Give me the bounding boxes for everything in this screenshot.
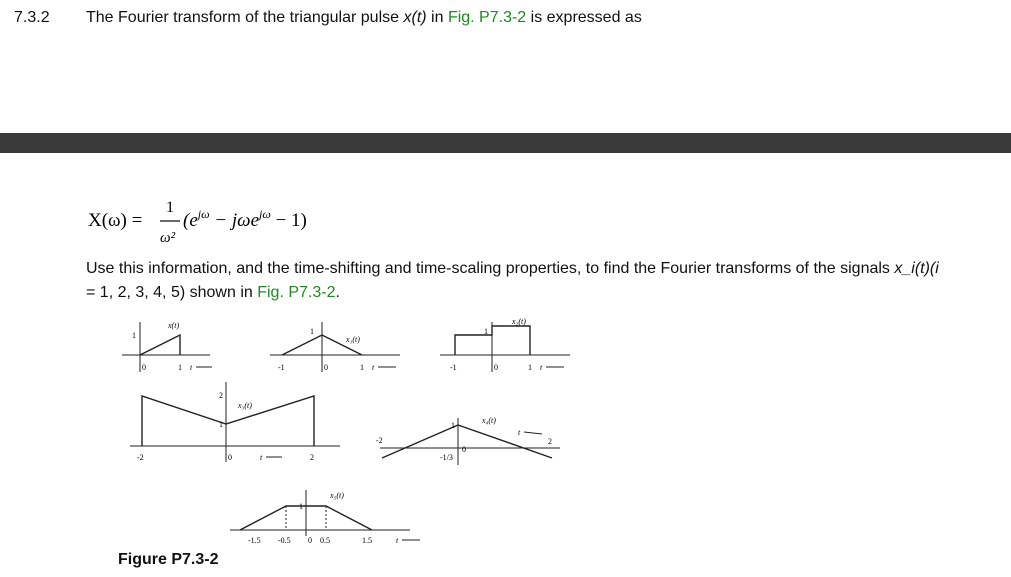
figure-p7-3-2 [110,310,590,550]
x-signal [140,335,180,355]
x-tick-t: t [190,363,193,372]
x3-tick-2: 2 [310,453,314,462]
intro-text: The Fourier transform of the triangular pulse [86,9,404,26]
in-text: in [426,9,448,26]
x4-tick-2: 2 [548,437,552,446]
equation-lhs: X(ω) = [88,210,143,231]
x5-tick-1-5: 1.5 [362,536,372,545]
problem-number: 7.3.2 [14,9,50,26]
x-tick-1: 1 [178,363,182,372]
x5-peak: 1 [299,502,303,511]
x3-tick-0: 0 [228,453,232,462]
x3-label: x₃(t) [238,401,252,410]
fourier-equation [0,190,400,250]
plot-x5 [230,490,410,536]
x4-tick-0: 0 [462,445,466,454]
x-peak: 1 [132,331,136,340]
x1-tick-t: t [372,363,375,372]
x2-label: x₂(t) [512,317,526,326]
figure-link-2[interactable]: Fig. P7.3-2 [257,284,336,301]
x2-tick-neg1: -1 [450,363,457,372]
x2-tick-1: 1 [528,363,532,372]
plot-x3 [130,382,340,462]
para-text-before: Use this information, and the time-shifting and time-scaling properties, to find the Fourier transforms of the signals [86,260,895,277]
x1-tick-1: 1 [360,363,364,372]
para-text-middle: = 1, 2, 3, 4, 5) shown in [86,284,258,301]
plot-x2 [440,322,570,372]
x1-peak: 1 [310,327,314,336]
problem-statement [86,9,642,27]
x-tick-0: 0 [142,363,146,372]
x4-signal [382,425,552,458]
signal-xi: x_i(t)(i [894,260,939,277]
x4-tick-t: t [518,428,521,437]
x1-tick-0: 0 [324,363,328,372]
x5-tick-0: 0 [308,536,312,545]
x2-tick-t: t [540,363,543,372]
x2-peak: 1 [484,327,488,336]
x3-tick-t: t [260,453,263,462]
x5-tick-neg0-5: -0.5 [278,536,291,545]
x-label: x(t) [168,321,180,330]
instructions-paragraph [86,257,996,305]
x3-signal [142,396,314,446]
para-text-after: . [335,284,340,301]
x4-arrow-icon [524,432,542,434]
x4-peak: 1 [451,421,455,430]
plot-x1 [270,322,400,372]
x5-tick-0-5: 0.5 [320,536,330,545]
x2-tick-0: 0 [494,363,498,372]
x4-label: x₄(t) [482,416,496,425]
x5-tick-t: t [396,536,399,545]
x3-peak-2: 2 [219,391,223,400]
signal-x: x(t) [403,9,427,26]
equation-rhs: $(e^{j\omega} - j\omega e^{j\omega} - 1)$ [183,207,307,231]
x4-tick-neg2: -2 [376,436,383,445]
equation-numerator: 1 [166,199,174,216]
x1-label: x₁(t) [346,335,360,344]
x5-tick-neg1-5: -1.5 [248,536,261,545]
plot-x [122,322,210,372]
equation-denominator: ω² [160,230,176,246]
expressed-text: is expressed as [526,9,642,26]
x3-tick-neg2: -2 [137,453,144,462]
x3-peak-1: 1 [219,420,223,429]
x1-tick-neg1: -1 [278,363,285,372]
x5-label: x₅(t) [330,491,344,500]
figure-link[interactable]: Fig. P7.3-2 [447,9,527,26]
figure-caption: Figure P7.3-2 [118,551,219,568]
plot-x4 [380,418,560,465]
embedded-image-bar [0,133,1011,153]
x4-tick-neg1-3: -1/3 [440,453,453,462]
